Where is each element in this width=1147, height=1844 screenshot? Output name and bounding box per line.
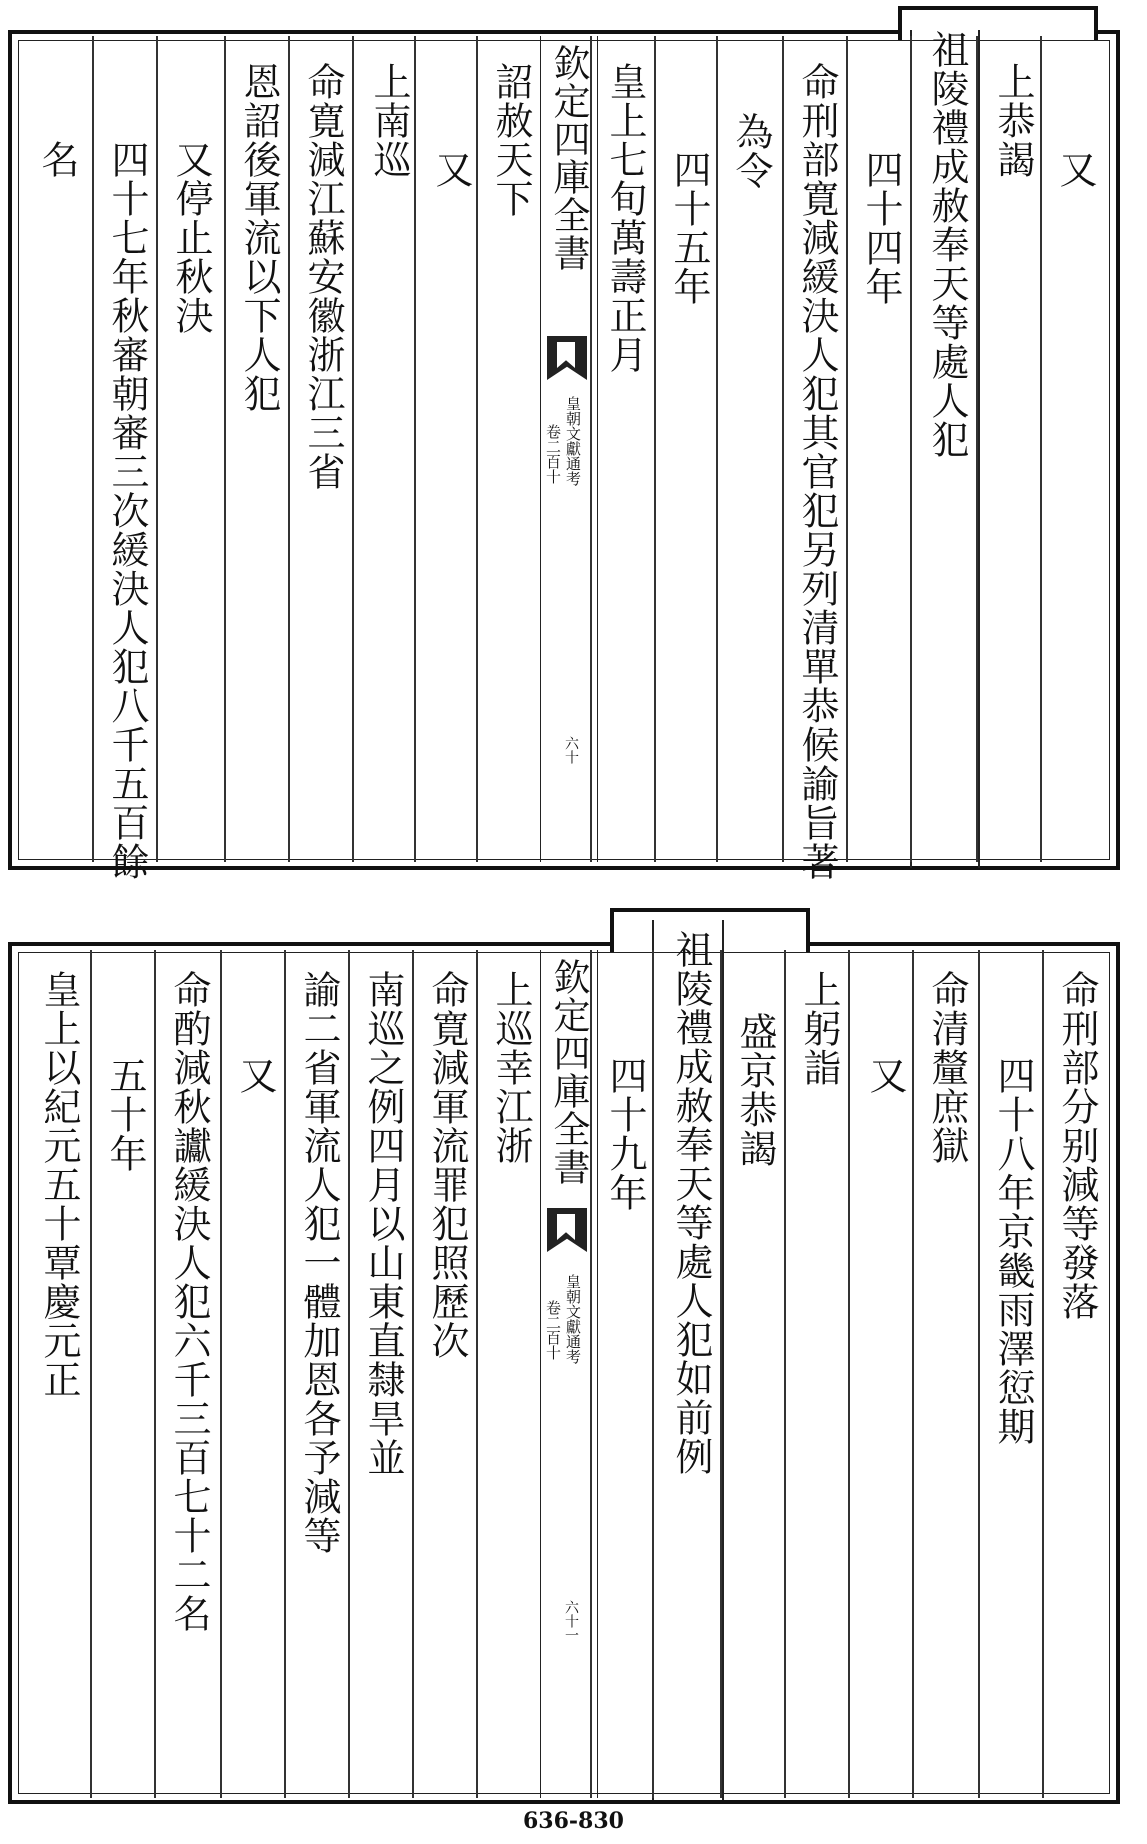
top-right-column-5: 命刑部寛減緩決人犯其官犯另列清單恭候諭旨著 (795, 62, 839, 881)
page-number-top: 六十 (563, 736, 579, 764)
top-left-column-4: 命寛減江蘇安徽浙江三省 (301, 62, 345, 491)
bottom-left-column-2: 命寛減軍流罪犯照歷次 (425, 970, 469, 1360)
bottom-right-column-7: 祖陵禮成赦奉天等處人犯如前例 (669, 930, 713, 1476)
column-rule (782, 36, 784, 862)
column-rule (848, 950, 850, 1798)
top-left-column-5: 恩詔後軍流以下人犯 (237, 62, 281, 413)
bottom-right-column-6: 盛京恭謁 (733, 1012, 777, 1168)
bottom-right-column-2: 四十八年京畿雨澤愆期 (991, 1056, 1035, 1446)
column-rule (716, 36, 718, 862)
bottom-left-column-6: 命酌減秋讞緩決人犯六千三百七十二名 (167, 970, 211, 1633)
fish-tail-mark-top (547, 336, 587, 380)
page-number-bottom: 六十一 (563, 1600, 579, 1642)
bottom-right-column-5: 上躬詣 (797, 970, 841, 1087)
column-rule (846, 36, 848, 862)
bottom-right-column-8: 四十九年 (603, 1056, 647, 1212)
column-rule (654, 36, 656, 862)
column-rule (476, 950, 478, 1798)
top-right-column-8: 皇上七旬萬壽正月 (603, 62, 647, 374)
center-margin-bottom (540, 950, 598, 1798)
column-rule (224, 36, 226, 862)
column-rule (910, 36, 912, 862)
top-right-column-2: 上恭謁 (991, 62, 1035, 179)
book-title-bottom: 欽定四庫全書 (547, 958, 590, 1186)
top-left-column-1: 詔赦天下 (489, 62, 533, 218)
volume-name-bottom: 皇朝文獻通考 (564, 1274, 582, 1364)
center-margin-top (540, 36, 598, 862)
column-rule (912, 950, 914, 1798)
column-rule (978, 950, 980, 1798)
volume-number-bottom: 卷二百十 (544, 1300, 562, 1360)
book-title-top: 欽定四庫全書 (547, 44, 590, 272)
top-right-column-3: 祖陵禮成赦奉天等處人犯 (925, 30, 969, 459)
column-rule (154, 950, 156, 1798)
top-right-column-1: 又 (1053, 150, 1097, 189)
column-rule (92, 36, 94, 862)
column-rule (1042, 950, 1044, 1798)
column-rule (1040, 36, 1042, 862)
bottom-right-column-4: 又 (863, 1056, 907, 1095)
bottom-left-column-8: 皇上以紀元五十覃慶元正 (37, 970, 81, 1399)
fish-tail-mark-bottom (547, 1208, 587, 1252)
top-left-column-6: 又停止秋決 (169, 140, 213, 335)
top-right-column-6: 為令 (729, 112, 773, 190)
top-right-column-7: 四十五年 (667, 150, 711, 306)
column-rule (288, 36, 290, 862)
top-left-column-7: 四十七年秋審朝審三次緩決人犯八千五百餘 (105, 140, 149, 881)
column-rule (652, 950, 654, 1798)
top-left-column-2: 又 (429, 150, 473, 189)
column-rule (352, 36, 354, 862)
column-rule (90, 950, 92, 1798)
top-left-column-8: 名 (35, 140, 79, 179)
column-rule (220, 950, 222, 1798)
bottom-left-column-4: 諭二省軍流人犯一體加恩各予減等 (297, 970, 341, 1555)
column-rule (284, 950, 286, 1798)
top-right-column-4: 四十四年 (859, 150, 903, 306)
bottom-left-column-7: 五十年 (103, 1056, 147, 1173)
column-rule (976, 36, 978, 862)
top-left-column-3: 上南巡 (367, 62, 411, 179)
bottom-left-column-5: 又 (233, 1056, 277, 1095)
volume-name-top: 皇朝文獻通考 (564, 396, 582, 486)
column-rule (720, 950, 722, 1798)
bottom-right-column-1: 命刑部分别減等發落 (1055, 970, 1099, 1321)
column-rule (412, 950, 414, 1798)
bottom-left-column-1: 上巡幸江浙 (489, 970, 533, 1165)
bottom-left-column-3: 南巡之例四月以山東直隸旱並 (361, 970, 405, 1477)
volume-number-top: 卷二百十 (544, 424, 562, 484)
catalog-number: 636-830 (523, 1808, 624, 1834)
column-rule (348, 950, 350, 1798)
column-rule (784, 950, 786, 1798)
column-rule (156, 36, 158, 862)
bottom-right-column-3: 命清釐庶獄 (925, 970, 969, 1165)
